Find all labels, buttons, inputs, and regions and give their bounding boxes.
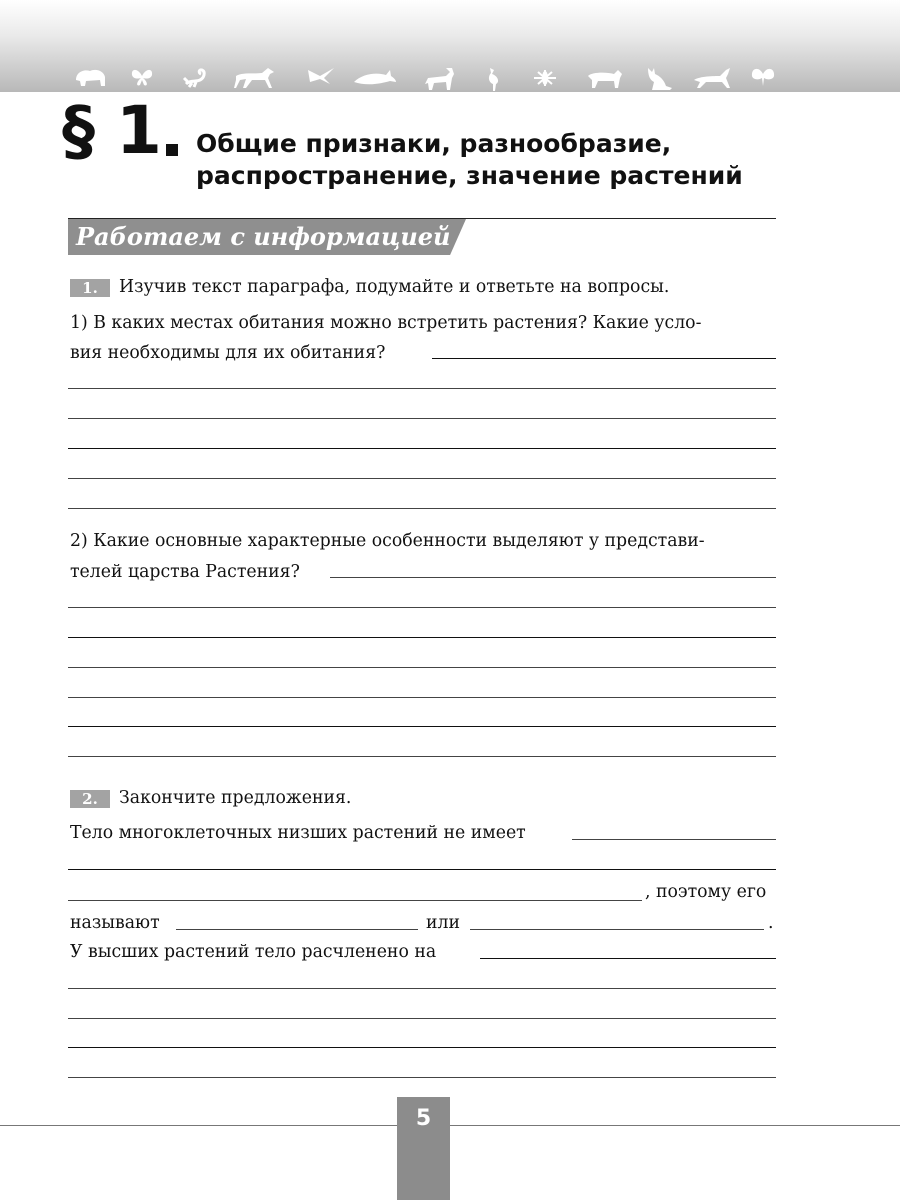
paragraph-number: § 1 xyxy=(62,92,161,169)
task1-question2-line1: 2) Какие основные характерные особенности выделяют у представи- xyxy=(70,531,705,551)
task2-sentence2-start: У высших растений тело расчленено на xyxy=(70,942,437,962)
bull-icon xyxy=(586,66,624,90)
answer-line[interactable] xyxy=(68,508,776,509)
bison-icon xyxy=(74,66,108,88)
horse-icon xyxy=(232,66,278,90)
answer-line[interactable] xyxy=(68,607,776,608)
footer-rule xyxy=(0,1125,900,1126)
answer-line[interactable] xyxy=(330,577,776,578)
answer-line[interactable] xyxy=(68,726,776,727)
butterfly-icon xyxy=(130,66,154,88)
task1-question1-line1: 1) В каких местах обитания можно встретить растения? Какие усло- xyxy=(70,313,702,333)
task2-sentence1-start: Тело многоклеточных низших растений не имеет xyxy=(70,823,526,843)
task2-sentence1-or: или xyxy=(426,913,461,933)
moth-icon xyxy=(750,66,776,88)
paragraph-title xyxy=(196,128,816,192)
answer-line[interactable] xyxy=(68,478,776,479)
answer-line[interactable] xyxy=(68,697,776,698)
task2-instruction: Закончите предложения. xyxy=(119,788,352,808)
swallow-icon xyxy=(306,66,336,86)
task2-sentence1-dot: . xyxy=(768,913,774,933)
paragraph-bullet xyxy=(166,144,178,156)
task1-instruction: Изучив текст параграфа, подумайте и ответьте на вопросы. xyxy=(119,277,670,297)
insect-icon xyxy=(530,66,560,90)
answer-line[interactable] xyxy=(68,1077,776,1078)
answer-line[interactable] xyxy=(68,869,776,870)
paragraph-title-line1: Общие признаки, разнообразие, xyxy=(196,129,672,158)
answer-line[interactable] xyxy=(68,448,776,449)
paragraph-title-line2: распространение, значение растений xyxy=(196,161,743,190)
header-band xyxy=(0,0,900,92)
task2-sentence1-called: называют xyxy=(70,913,160,933)
task1-question1-line2: вия необходимы для их обитания? xyxy=(70,343,386,363)
answer-line[interactable] xyxy=(470,929,764,930)
heron-icon xyxy=(484,66,504,92)
antelope-icon xyxy=(692,66,732,90)
animal-silhouettes-strip xyxy=(60,66,800,92)
answer-line[interactable] xyxy=(68,637,776,638)
answer-line[interactable] xyxy=(68,756,776,757)
answer-line[interactable] xyxy=(480,958,776,959)
task2-sentence1-continuation: , поэтому его xyxy=(645,882,767,902)
task-number-1: 1. xyxy=(70,279,110,297)
answer-line[interactable] xyxy=(68,988,776,989)
answer-line[interactable] xyxy=(68,1018,776,1019)
answer-line[interactable] xyxy=(68,1047,776,1048)
answer-line[interactable] xyxy=(176,929,418,930)
moose-icon xyxy=(422,66,456,92)
answer-line[interactable] xyxy=(68,388,776,389)
answer-line[interactable] xyxy=(68,667,776,668)
task-number-2: 2. xyxy=(70,790,110,808)
scorpion-icon xyxy=(182,66,212,88)
task1-question2-line2: телей царства Растения? xyxy=(70,562,300,582)
section-heading-rule xyxy=(68,218,776,219)
dolphin-icon xyxy=(352,66,398,88)
answer-line[interactable] xyxy=(68,418,776,419)
page-number: 5 xyxy=(415,1106,432,1131)
section-heading: Работаем с информацией xyxy=(76,222,451,251)
answer-line[interactable] xyxy=(572,839,776,840)
answer-line[interactable] xyxy=(68,900,642,901)
answer-line[interactable] xyxy=(432,358,776,359)
cat-icon xyxy=(644,66,674,90)
